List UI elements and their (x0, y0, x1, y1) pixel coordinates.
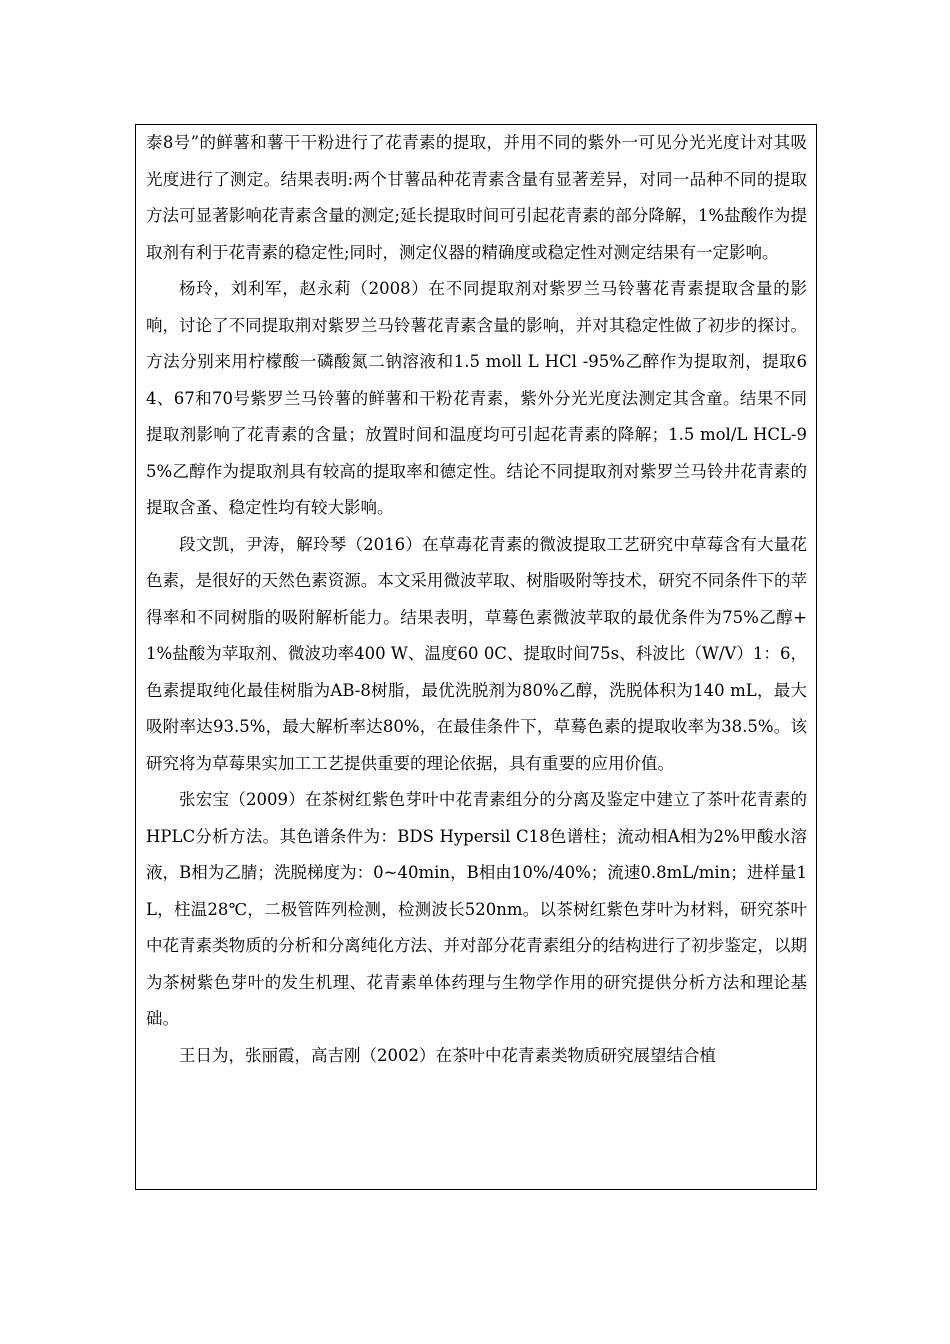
paragraph-zhang-hongbao: 张宏宝（2009）在茶树红紫色芽叶中花青素组分的分离及鉴定中建立了茶叶花青素的HPLC分析方法。其色谱条件为：BDS Hypersil C18色谱柱；流动相A相为2%甲酸水溶液，B相为乙腈；洗脱梯度为：0~40min，B相由10%/40%；流速0.8mL/min；进样量1L，柱温28℃，二极管阵列检测，检测波长520nm。以茶树红紫色芽叶为材料，研究茶叶中花青素类物质的分析和分离纯化方法、并对部分花青素组分的结构进行了初步鉴定，以期为茶树紫色芽叶的发生机理、花青素单体药理与生物学作用的研究提供分析方法和理论基础。 (146, 790, 807, 1028)
paragraph-duan-wenkai: 段文凯，尹涛，解玲琴（2016）在草毒花青素的微波提取工艺研究中草莓含有大量花色素，是很好的天然色素资源。本文采用微波苹取、树脂吸附等技术，研究不同条件下的苹得率和不同树脂的吸附解析能力。结果表明，草蓦色素微波苹取的最优条件为75%乙醇+1%盐酸为苹取剂、微波功率400 W、温度60 0C、提取时间75s、科波比（W/V）1：6，色素提取纯化最佳树脂为AB-8树脂，最优洗脱剂为80%乙醇，洗脱体积为140 mL，最大吸附率达93.5%，最大解析率达80%，在最佳条件下，草蓦色素的提取收率为38.5%。该研究将为草莓果实加工工艺提供重要的理论依据，具有重要的应用价值。 (146, 534, 807, 773)
paragraph-wang-riwei: 王日为，张丽霞，高吉刚（2002）在茶叶中花青素类物质研究展望结合植 (179, 1045, 716, 1065)
document-body (136, 125, 816, 1074)
document-frame (135, 124, 817, 1190)
paragraph-continuation: 泰8号”的鲜薯和薯干干粉进行了花青素的提取，并用不同的紫外一可见分光光度计对其吸光度进行了测定。结果表明:两个甘薯品种花青素含量有显著差异，对同一品种不同的提取方法可显著影响花青素含量的测定;延长提取时间可引起花青素的部分降解，1%盐酸作为提取剂有利于花青素的稳定性;同时，测定仪器的精确度或稳定性对测定结果有一定影响。 (146, 133, 807, 262)
paragraph-yang-ling: 杨玲，刘利军，赵永莉（2008）在不同提取剂对紫罗兰马铃薯花青素提取含量的影响，讨论了不同提取荆对紫罗兰马铃薯花青素含量的影响，并对其稳定性做了初步的探讨。方法分别来用柠檬酸一磷酸氮二钠溶液和1.5 moll L HCl -95%乙醉作为提取剂，提取64、67和70号紫罗兰马铃薯的鲜薯和干粉花青素，紫外分光光度法测定其含童。结果不同提取剂影响了花青素的含量；放置时间和温度均可引起花青素的降解；1.5 mol/L HCL-95%乙醇作为提取剂具有较高的提取率和德定性。结论不同提取剂对紫罗兰马铃井花青素的提取含蚤、稳定性均有较大影响。 (146, 279, 807, 517)
